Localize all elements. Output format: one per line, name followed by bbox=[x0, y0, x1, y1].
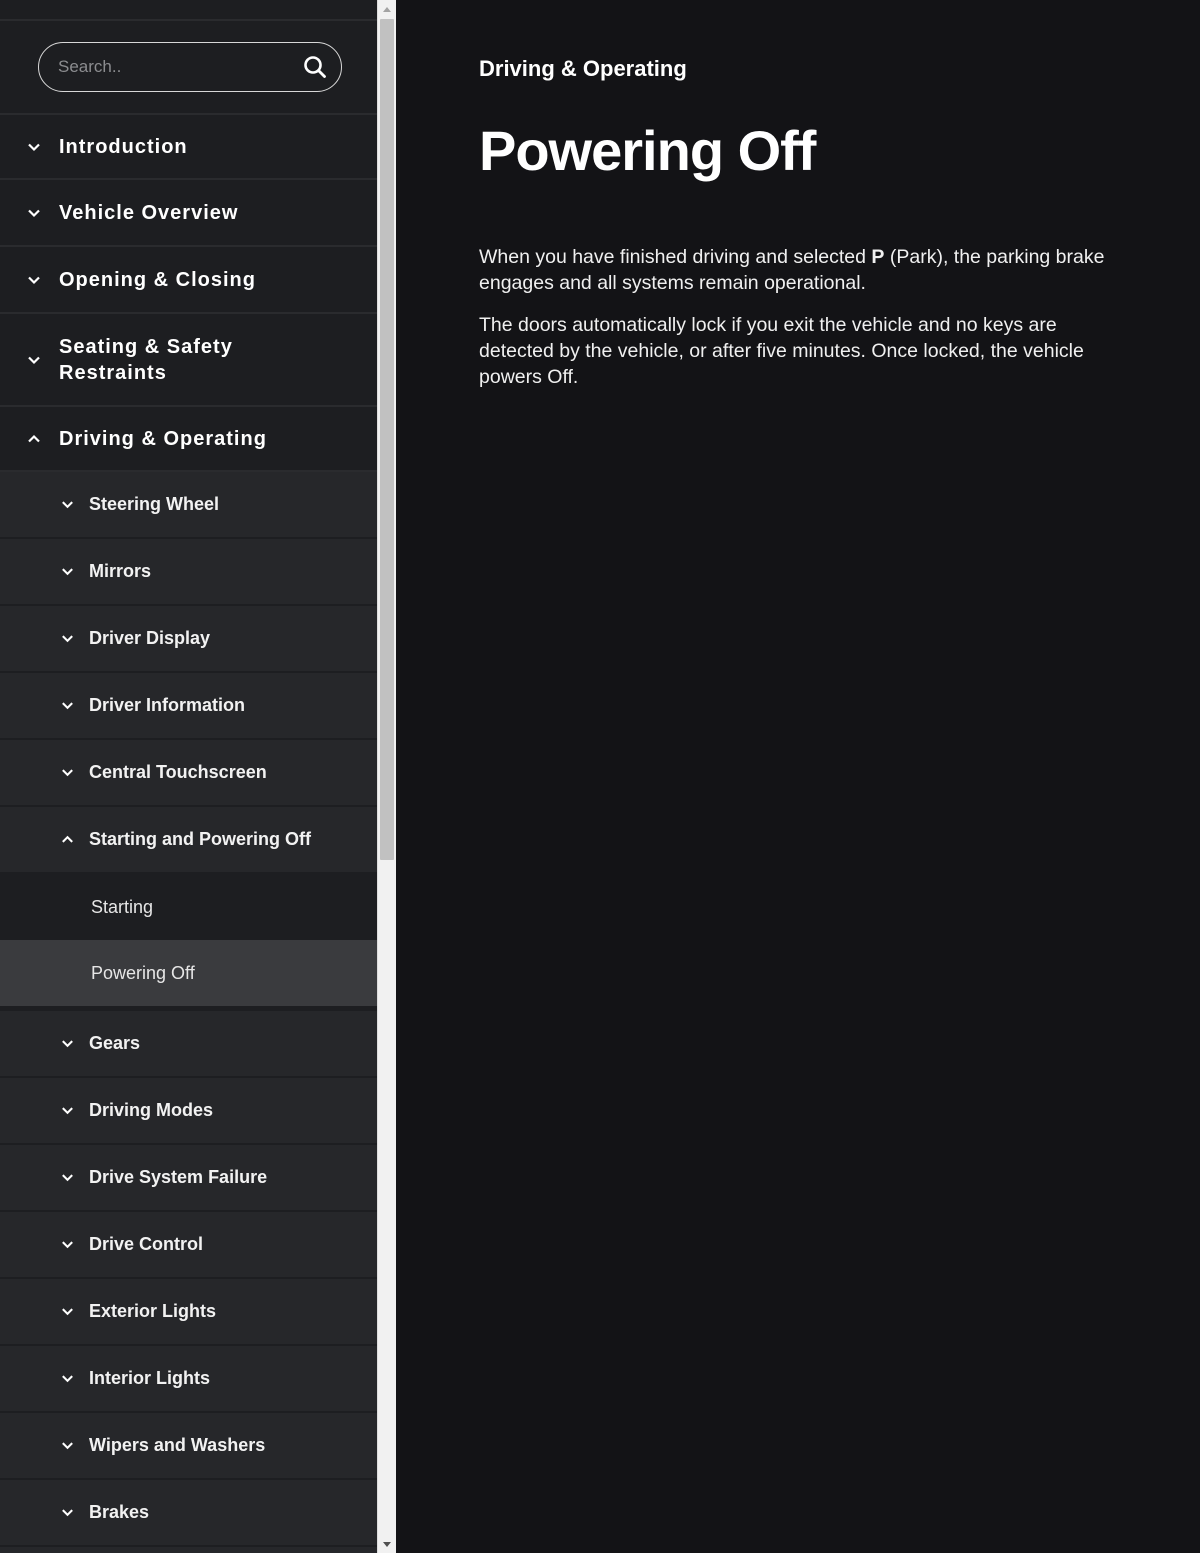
nav-subitem-label: Wipers and Washers bbox=[89, 1435, 266, 1455]
chevron-up-icon bbox=[26, 431, 42, 447]
nav-item-label: Introduction bbox=[59, 135, 188, 158]
nav-item-vehicle-overview[interactable] bbox=[0, 180, 377, 247]
nav-subitem-driver-information[interactable] bbox=[0, 673, 377, 740]
nav-leaf-label: Powering Off bbox=[91, 962, 195, 983]
nav-leaf-starting[interactable] bbox=[0, 874, 377, 940]
nav-subitem-label: Gears bbox=[89, 1033, 141, 1053]
nav-subitem-interior-lights[interactable] bbox=[0, 1346, 377, 1413]
chevron-down-icon bbox=[60, 1505, 75, 1520]
scroll-up-arrow-icon[interactable] bbox=[378, 0, 396, 18]
chevron-down-icon bbox=[60, 1103, 75, 1118]
sidebar-nav bbox=[0, 0, 377, 1553]
nav-subitem-label: Brakes bbox=[89, 1502, 150, 1522]
chevron-down-icon bbox=[26, 205, 42, 221]
nav-subitem-label: Drive System Failure bbox=[89, 1167, 268, 1187]
chevron-down-icon bbox=[26, 272, 42, 288]
article-body bbox=[479, 244, 1129, 406]
chevron-down-icon bbox=[60, 631, 75, 646]
nav-leaf-powering-off[interactable] bbox=[0, 940, 377, 1008]
paragraph-doors-lock: The doors automatically lock if you exit the vehicle and no keys are detected by the vehicle, or after five minutes. Once locked, the vehicle powers Off. bbox=[479, 314, 1084, 388]
search-section bbox=[0, 21, 377, 115]
chevron-down-icon bbox=[60, 1304, 75, 1319]
chevron-down-icon bbox=[60, 698, 75, 713]
scrollbar-thumb[interactable] bbox=[380, 19, 394, 860]
nav-item-label: Vehicle Overview bbox=[59, 201, 239, 224]
nav-subitem-label: Interior Lights bbox=[89, 1368, 210, 1388]
nav-subitem-label: Driver Information bbox=[89, 695, 246, 715]
nav-subitem-label: Steering Wheel bbox=[89, 494, 220, 514]
nav-subitem-label: Exterior Lights bbox=[89, 1301, 217, 1321]
nav-subitem-central-touchscreen[interactable] bbox=[0, 740, 377, 807]
nav-subitem-exterior-lights[interactable] bbox=[0, 1279, 377, 1346]
sidebar-top-strip bbox=[0, 0, 377, 21]
chevron-down-icon bbox=[60, 1438, 75, 1453]
nav-subitem-next[interactable] bbox=[0, 1547, 377, 1553]
nav-leaf-label: Starting bbox=[91, 896, 154, 917]
nav-subitem-mirrors[interactable] bbox=[0, 539, 377, 606]
nav-subitem-label: Mirrors bbox=[89, 561, 152, 581]
nav-subitem-label: Drive Control bbox=[89, 1234, 204, 1254]
search-icon[interactable] bbox=[301, 53, 329, 81]
chevron-down-icon bbox=[60, 1170, 75, 1185]
nav-subitem-wipers-washers[interactable] bbox=[0, 1413, 377, 1480]
chevron-down-icon bbox=[60, 1036, 75, 1051]
nav-subitem-label: Driver Display bbox=[89, 628, 211, 648]
nav-item-label: Opening & Closing bbox=[59, 268, 256, 291]
park-gear-label: P bbox=[871, 246, 885, 268]
search-input[interactable] bbox=[58, 57, 301, 77]
scroll-down-arrow-icon[interactable] bbox=[378, 1535, 396, 1553]
chevron-down-icon bbox=[60, 1371, 75, 1386]
search-box[interactable] bbox=[38, 42, 342, 92]
nav-subitem-label: Starting and Powering Off bbox=[89, 829, 312, 849]
breadcrumb[interactable]: Driving & Operating bbox=[479, 56, 687, 81]
nav-item-label: Seating & Safety Restraints bbox=[59, 335, 233, 384]
nav-subitem-starting-powering-off[interactable] bbox=[0, 807, 377, 874]
nav-item-driving-operating[interactable] bbox=[0, 407, 377, 472]
paragraph-text: (Park), the parking brake engages and all systems remain operational. bbox=[479, 246, 1105, 294]
nav-subitem-driving-modes[interactable] bbox=[0, 1078, 377, 1145]
chevron-down-icon bbox=[26, 139, 42, 155]
chevron-up-icon bbox=[60, 832, 75, 847]
nav-subitem-drive-control[interactable] bbox=[0, 1212, 377, 1279]
nav-item-opening-closing[interactable] bbox=[0, 247, 377, 314]
chevron-down-icon bbox=[60, 1237, 75, 1252]
paragraph-text: When you have finished driving and selected bbox=[479, 246, 872, 268]
nav-subitem-label: Driving Modes bbox=[89, 1100, 214, 1120]
nav-subitem-gears[interactable] bbox=[0, 1011, 377, 1078]
page-title: Powering Off bbox=[479, 119, 816, 182]
nav-subitem-driver-display[interactable] bbox=[0, 606, 377, 673]
nav-subitem-label: Central Touchscreen bbox=[89, 762, 267, 782]
nav-item-seating-safety[interactable] bbox=[0, 314, 377, 407]
chevron-down-icon bbox=[60, 564, 75, 579]
nav-subitem-brakes[interactable] bbox=[0, 1480, 377, 1547]
chevron-down-icon bbox=[60, 765, 75, 780]
nav-item-label: Driving & Operating bbox=[59, 427, 267, 450]
chevron-down-icon bbox=[60, 497, 75, 512]
nav-item-introduction[interactable] bbox=[0, 115, 377, 180]
nav-subitem-drive-system-failure[interactable] bbox=[0, 1145, 377, 1212]
paragraph-park bbox=[479, 244, 1129, 296]
nav-subitem-steering-wheel[interactable] bbox=[0, 472, 377, 539]
chevron-down-icon bbox=[26, 352, 42, 368]
sidebar-scrollbar[interactable] bbox=[377, 0, 396, 1553]
